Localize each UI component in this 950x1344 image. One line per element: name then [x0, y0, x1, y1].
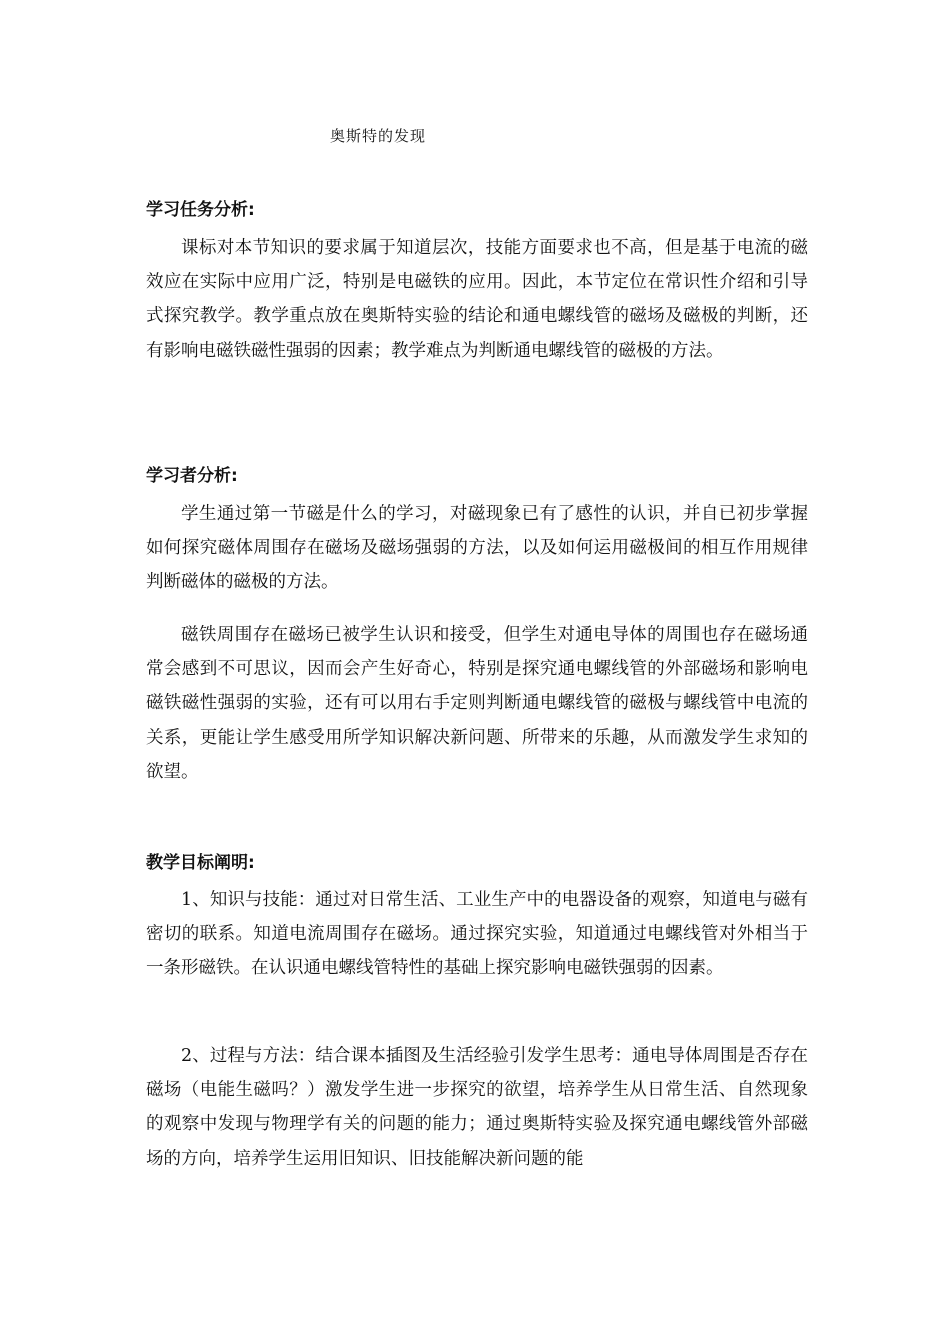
paragraph-objective-process-methods: 2、过程与方法：结合课本插图及生活经验引发学生思考：通电导体周围是否存在磁场（电能生磁吗？）激发学生进一步探究的欲望，培养学生从日常生活、自然现象的观察中发现与物理学有关的问题的能力；通过奥斯特实验及探究通电螺线管外部磁场的方向，培养学生运用旧知识、旧技能解决新问题的能 [146, 1046, 808, 1169]
section-heading-task-analysis: 学习任务分析: [146, 200, 255, 220]
section-heading-learner-analysis: 学习者分析: [146, 466, 238, 486]
paragraph-objective-knowledge-skills: 1、知识与技能：通过对日常生活、工业生产中的电器设备的观察，知道电与磁有密切的联系。知道电流周围存在磁场。通过探究实验，知道通过电螺线管对外相当于一条形磁铁。在认识通电螺线管特性的基础上探究影响电磁铁强弱的因素。 [146, 890, 808, 979]
section-heading-teaching-objectives: 教学目标阐明: [146, 853, 255, 873]
paragraph-learner-analysis-2: 磁铁周围存在磁场已被学生认识和接受，但学生对通电导体的周围也存在磁场通常会感到不可思议，因而会产生好奇心，特别是探究通电螺线管的外部磁场和影响电磁铁磁性强弱的实验，还有可以用右手定则判断通电螺线管的磁极与螺线管中电流的关系，更能让学生感受用所学知识解决新问题、所带来的乐趣，从而激发学生求知的欲望。 [146, 625, 808, 782]
paragraph-learner-analysis-1: 学生通过第一节磁是什么的学习，对磁现象已有了感性的认识，并自已初步掌握如何探究磁体周围存在磁场及磁场强弱的方法，以及如何运用磁极间的相互作用规律判断磁体的磁极的方法。 [146, 504, 808, 593]
paragraph-task-analysis: 课标对本节知识的要求属于知道层次，技能方面要求也不高，但是基于电流的磁效应在实际中应用广泛，特别是电磁铁的应用。因此，本节定位在常识性介绍和引导式探究教学。教学重点放在奥斯特实验的结论和通电螺线管的磁场及磁极的判断，还有影响电磁铁磁性强弱的因素；教学难点为判断通电螺线管的磁极的方法。 [146, 238, 808, 361]
document-title: 奥斯特的发现 [330, 127, 427, 145]
